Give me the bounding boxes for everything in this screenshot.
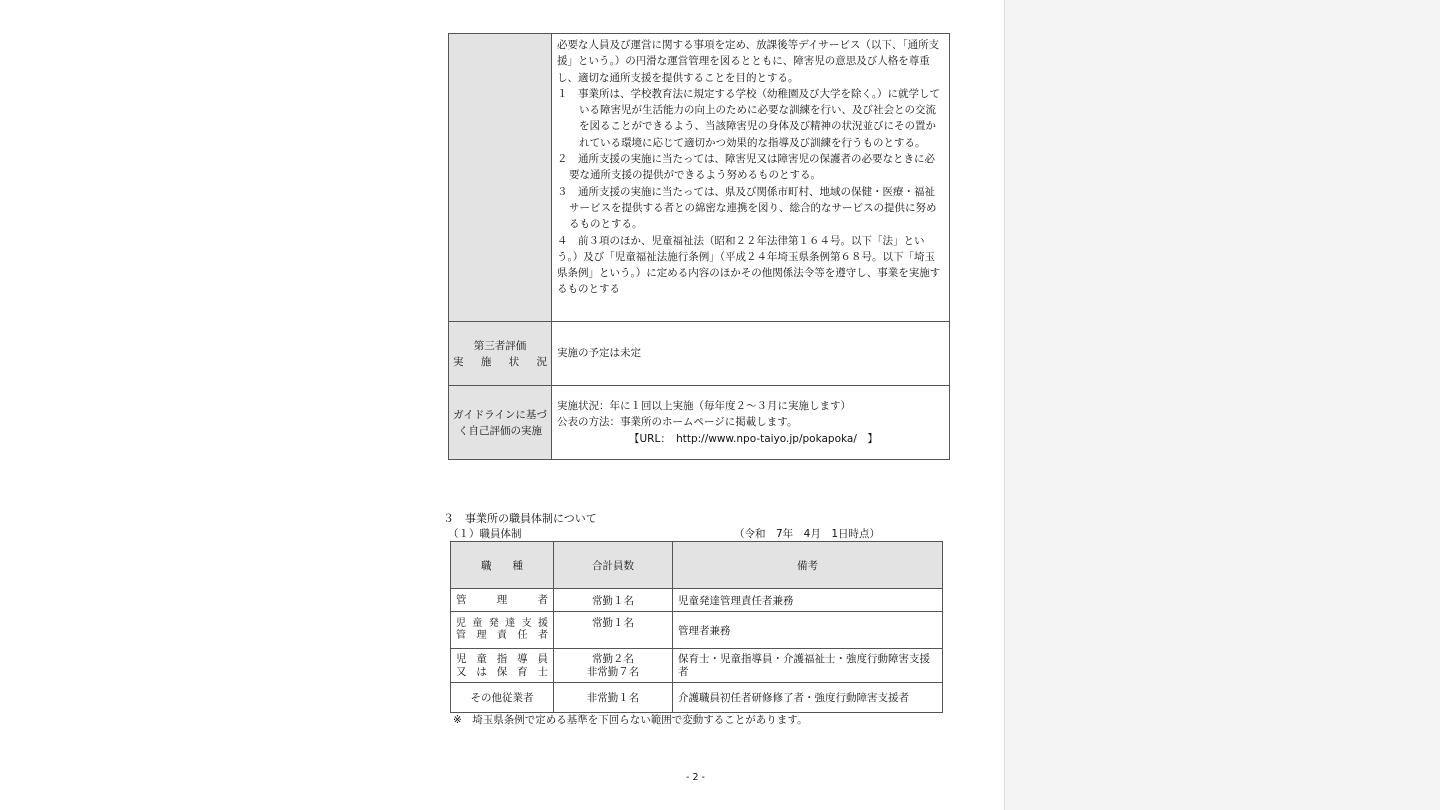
third-party-label-line2: 実 施 状 況 xyxy=(453,355,547,368)
table-row xyxy=(451,589,943,612)
count-cell: 常勤１名 xyxy=(554,612,673,649)
section-title: ３ 事業所の職員体制について xyxy=(443,512,597,525)
role-cell: 児 童 指 導 員 又 は 保 育 士 xyxy=(451,649,554,683)
note-cell: 児童発達管理責任者兼務 xyxy=(673,589,943,612)
purpose-item-4: ４ 前３項のほか、児童福祉法（昭和２２年法律第１６４号。以下「法」という。）及び「児童福祉法施行条例」（平成２４年埼玉県条例第６８号。以下「埼玉県条例」という。）に定める内容のほかその他関係法令等を遵守し、事業を実施するものとする xyxy=(557,234,941,296)
note-cell: 保育士・児童指導員・介護福祉士・強度行動障害支援者 xyxy=(673,649,943,683)
page-number: - 2 - xyxy=(686,772,705,783)
header-count: 合計員数 xyxy=(554,542,673,589)
staff-table xyxy=(450,541,943,713)
table-row xyxy=(451,612,943,649)
purpose-content-cell xyxy=(552,34,950,322)
footnote: ※ 埼玉県条例で定める基準を下回らない範囲で変動することがあります。 xyxy=(453,714,808,726)
count-cell: 非常勤１名 xyxy=(554,683,673,713)
count-cell: 常勤１名 xyxy=(554,589,673,612)
self-eval-content xyxy=(552,386,950,460)
role-cell: 児 童 発 達 支 援 管 理 責 任 者 xyxy=(451,612,554,649)
homepage-url-link[interactable]: 【URL： http://www.npo-taiyo.jp/pokapoka/ 】 xyxy=(629,432,878,445)
self-eval-status: 実施状況：年に１回以上実施（毎年度２～３月に実施します） xyxy=(557,400,851,413)
self-eval-label: ガイドラインに基づく自己評価の実施 xyxy=(449,386,552,460)
purpose-intro: 必要な人員及び運営に関する事項を定め、放課後等デイサービス（以下、「通所支援」という。）の円滑な運営管理を図るとともに、障害児の意思及び人格を尊重し、適切な通所支援を提供することを目的とする。 xyxy=(557,39,940,84)
subsection-title: （１）職員体制 xyxy=(448,528,522,540)
count-cell: 常勤２名 非常勤７名 xyxy=(554,649,673,683)
note-cell: 管理者兼務 xyxy=(673,612,943,649)
purpose-label-cell xyxy=(449,34,552,322)
note-cell: 介護職員初任者研修修了者・強度行動障害支援者 xyxy=(673,683,943,713)
role-cell: 管 理 者 xyxy=(451,589,554,612)
purpose-item-1: １ 事業所は、学校教育法に規定する学校（幼稚園及び大学を除く。）に就学している障害児が生活能力の向上のために必要な訓練を行い、及び社会との交流を図ることができるよう、当該障害児の身体及び精神の状況並びにその置かれている環境に応じて適切かつ効果的な指導及び訓練を行うものとする。 xyxy=(557,87,941,149)
role-cell: その他従業者 xyxy=(451,683,554,713)
self-eval-method: 公表の方法：事業所のホームページに掲載します。 xyxy=(557,416,798,429)
third-party-label-line1: 第三者評価 xyxy=(473,339,527,352)
header-role: 職 種 xyxy=(451,542,554,589)
third-party-label xyxy=(449,322,552,386)
staff-table-header xyxy=(451,542,943,589)
as-of-date: （令和 7年 4月 1日時点） xyxy=(734,528,881,540)
purpose-item-2: ２ 通所支援の実施に当たっては、障害児又は障害児の保護者の必要なときに必要な通所支援の提供ができるよう努めるものとする。 xyxy=(557,153,935,182)
service-info-table xyxy=(448,33,950,460)
purpose-item-3: ３ 通所支援の実施に当たっては、県及び関係市町村、地域の保健・医療・福祉サービスを提供する者との綿密な連携を図り、総合的なサービスの提供に努めるものとする。 xyxy=(557,185,937,231)
table-row xyxy=(451,683,943,713)
table-row xyxy=(451,649,943,683)
header-notes: 備考 xyxy=(673,542,943,589)
third-party-value: 実施の予定は未定 xyxy=(552,322,950,386)
